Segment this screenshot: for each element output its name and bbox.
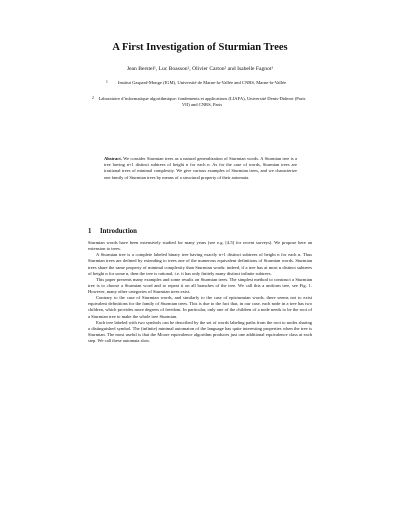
body-paragraph-1: Sturmian words have been extensively studied for many years (see e.g. [4,5] for recent surveys). We propose here an extension to trees. [88,240,312,252]
abstract-label: Abstract. [104,156,122,161]
abstract [104,156,297,181]
affiliation-2-mark: 2 [92,96,94,100]
body-paragraph-5: Each tree labeled with two symbols can be described by the set of words labeling paths from the root to nodes sharing a distinguished symbol. The (infinite) minimal automaton of the language has quite interesting properties when the tree is Sturmian. The most useful is that the Moore equivalence algorithm produces just one additional equivalence class at each step. We call these automata slow. [88,319,312,343]
affiliation-2 [92,96,306,109]
section-heading [88,228,137,235]
affiliation-1-mark: 1 [106,80,108,84]
body-paragraph-2: A Sturmian tree is a complete labeled binary tree having exactly n+1 distinct subtrees of height n for each n. Thus Sturmian trees are defined by extending to trees one of the numerous equivalent definitions of Sturmian words. Sturmian trees share the same property of minimal complexity than Sturmian words: indeed, if a tree has at most n distinct subtrees of height n for some n, then the tree is rational, i.e. it has only finitely many distinct infinite subtrees. [88,252,312,276]
section-body [88,240,312,344]
body-paragraph-4: Contrary to the case of Sturmian words, and similarly to the case of episturmian words, there seems not to exist equivalent definitions for the family of Sturmian trees. This is due to the fact that, in our case, each node in a tree has two children, which provides more degrees of freedom. In particular, only one of the children of a node needs to be the root of a Sturmian tree to make the whole tree Sturmian. [88,295,312,319]
body-paragraph-3: This paper presents many examples and some results on Sturmian trees. The simplest method to construct a Sturmian tree is to choose a Sturmian word and to repeat it on all branches of the tree. We call this a uniform tree, see Fig. 1. However, many other categories of Sturmian trees exist. [88,276,312,294]
affiliation-1-text: Institut Gaspard-Monge (IGM), Université de Marne-la-Vallée and CNRS, Marne-la-Vallée [117,80,287,85]
section-title: Introduction [100,228,137,235]
author-list: Jean Berstel¹, Luc Boasson², Olivier Carton² and Isabelle Fagnot¹ [126,66,274,72]
abstract-text: We consider Sturmian trees as a natural generalization of Sturmian words. A Sturmian tree is a tree having n+1 distinct subtrees of height n for each n. As for the case of words, Sturmian trees are irrational trees of minimal complexity. We give various examples of Sturmian trees, and we characterize one family of Sturmian trees by means of a structural property of their automata. [104,156,297,180]
affiliation-1 [106,80,292,86]
section-number: 1 [88,228,92,235]
paper-title: A First Investigation of Sturmian Trees [112,42,288,53]
affiliation-2-text: Laboratoire d’informatique algorithmique: fondements et applications (LIAFA), Université Denis-Diderot (Paris VII) and CNRS, Paris [98,96,306,108]
